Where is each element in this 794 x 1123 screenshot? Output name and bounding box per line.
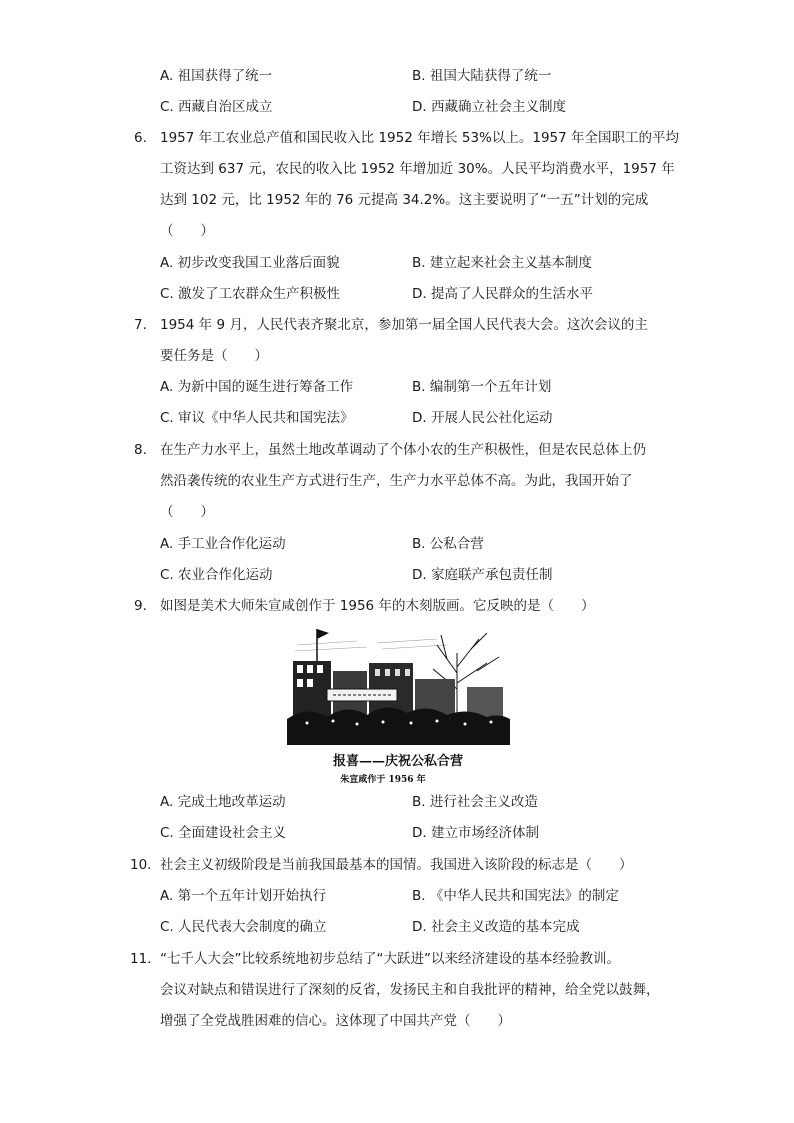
q10-option-d: D. 社会主义改造的基本完成 [412, 919, 580, 935]
q8-stem-line: （ ） [160, 504, 214, 520]
q6-option-d: D. 提高了人民群众的生活水平 [412, 286, 593, 302]
woodcut-print-figure [287, 623, 510, 787]
q9-stem-line: 如图是美术大师朱宣咸创作于 1956 年的木刻版画。它反映的是（ ） [160, 598, 595, 614]
q9-number: 9. [134, 598, 147, 614]
q8-option-d: D. 家庭联产承包责任制 [412, 567, 553, 583]
q7-option-d: D. 开展人民公社化运动 [412, 410, 553, 426]
q11-stem-line: 增强了全党战胜困难的信心。这体现了中国共产党（ ） [160, 1013, 511, 1029]
q8-stem-line: 然沿袭传统的农业生产方式进行生产，生产力水平总体不高。为此，我国开始了 [160, 473, 633, 489]
q6-stem-line: 1957 年工农业总产值和国民收入比 1952 年增长 53%以上。1957 年全国职工的平均 [160, 130, 680, 146]
q7-stem-line: 1954 年 9 月，人民代表齐聚北京，参加第一届全国人民代表大会。这次会议的主 [160, 317, 648, 333]
q6-stem-line: 达到 102 元，比 1952 年的 76 元提高 34.2%。这主要说明了“一五”计划的完成 [160, 192, 649, 208]
q8-option-b: B. 公私合营 [412, 536, 484, 552]
q6-number: 6. [134, 130, 147, 146]
figure-caption: 朱宣咸作于 1956 年 [340, 775, 426, 785]
q8-option-a: A. 手工业合作化运动 [160, 536, 286, 552]
q11-stem-line: “七千人大会”比较系统地初步总结了“大跃进”以来经济建设的基本经验教训。 [160, 951, 620, 967]
q7-option-a: A. 为新中国的诞生进行筹备工作 [160, 379, 354, 395]
q10-option-c: C. 人民代表大会制度的确立 [160, 919, 327, 935]
q8-number: 8. [134, 442, 147, 458]
q10-stem-line: 社会主义初级阶段是当前我国最基本的国情。我国进入该阶段的标志是（ ） [160, 857, 633, 873]
q5-option-b: B. 祖国大陆获得了统一 [412, 68, 552, 84]
figure-title: 报喜——庆祝公私合营 [332, 754, 464, 769]
q10-option-b: B. 《中华人民共和国宪法》的制定 [412, 888, 619, 904]
q5-option-d: D. 西藏确立社会主义制度 [412, 99, 566, 115]
q10-option-a: A. 第一个五年计划开始执行 [160, 888, 327, 904]
q9-option-c: C. 全面建设社会主义 [160, 825, 287, 841]
q6-stem-line: 工资达到 637 元，农民的收入比 1952 年增加近 30%。人民平均消费水平，1957 年 [160, 161, 675, 177]
q10-number: 10. [130, 857, 152, 873]
q7-stem-line: 要任务是（ ） [160, 348, 268, 364]
q7-option-c: C. 审议《中华人民共和国宪法》 [160, 410, 354, 426]
q7-number: 7. [134, 317, 147, 333]
q11-number: 11. [130, 951, 152, 967]
q9-option-a: A. 完成土地改革运动 [160, 794, 286, 810]
q8-stem-line: 在生产力水平上，虽然土地改革调动了个体小农的生产积极性，但是农民总体上仍 [160, 442, 646, 458]
q9-option-b: B. 进行社会主义改造 [412, 794, 538, 810]
q6-option-c: C. 激发了工农群众生产积极性 [160, 286, 341, 302]
q5-option-a: A. 祖国获得了统一 [160, 68, 273, 84]
q5-option-c: C. 西藏自治区成立 [160, 99, 273, 115]
q6-option-b: B. 建立起来社会主义基本制度 [412, 255, 592, 271]
q6-stem-line: （ ） [160, 223, 214, 239]
q7-option-b: B. 编制第一个五年计划 [412, 379, 552, 395]
q8-option-c: C. 农业合作化运动 [160, 567, 273, 583]
q11-stem-line: 会议对缺点和错误进行了深刻的反省，发扬民主和自我批评的精神，给全党以鼓舞， [160, 982, 660, 998]
woodcut-print-image [287, 623, 510, 787]
q6-option-a: A. 初步改变我国工业落后面貌 [160, 255, 340, 271]
q9-option-d: D. 建立市场经济体制 [412, 825, 539, 841]
